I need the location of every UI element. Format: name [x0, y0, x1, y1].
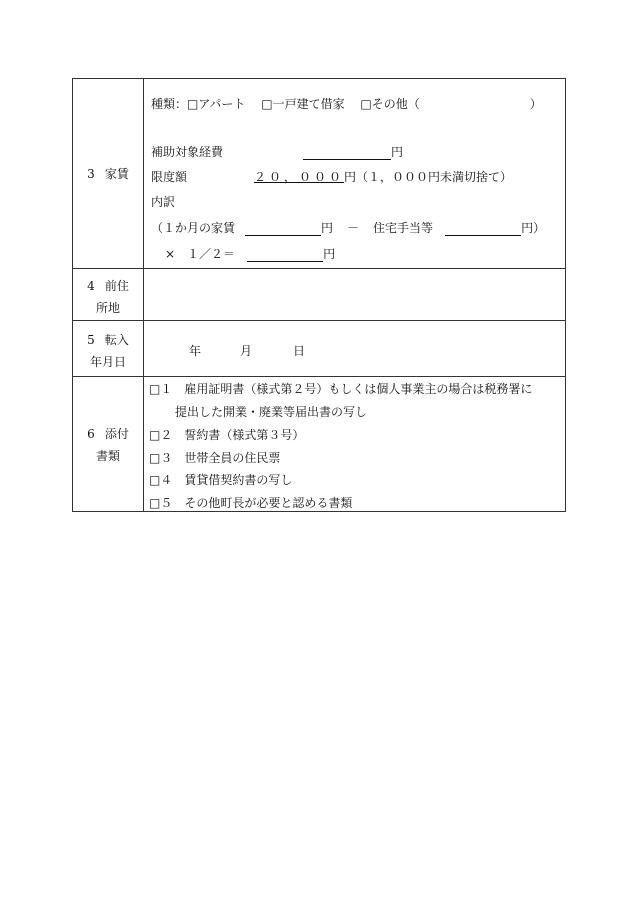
checkbox-other[interactable]: □その他（	[360, 97, 420, 111]
row-move-in-date-label	[73, 329, 143, 373]
monthly-rent-field[interactable]	[245, 222, 321, 236]
row-number: 5	[87, 333, 95, 347]
limit-note: 円（１，０００円未満切捨て）	[344, 170, 513, 184]
row-title: 前住	[104, 279, 129, 293]
row-attachments-label	[73, 423, 143, 467]
row-number: 4	[87, 279, 95, 293]
half-line	[165, 246, 335, 262]
minus-sign: －	[347, 221, 360, 235]
row-number: 6	[87, 427, 95, 441]
row-title: 家賃	[104, 167, 129, 181]
row-title-cont: 書類	[95, 449, 120, 463]
attachment-item-1[interactable]: □１ 雇用証明書（様式第２号）もしくは個人事業主の場合は税務署に	[149, 382, 533, 396]
close-paren: ）	[529, 97, 542, 111]
row-previous-address-label	[73, 275, 143, 319]
attachment-item-1-cont: 提出した開業・廃業等届出書の写し	[175, 405, 368, 419]
yen-unit: 円	[323, 247, 336, 261]
month-label: 月	[240, 344, 253, 358]
limit-label: 限度額	[151, 170, 188, 184]
row-title: 添付	[104, 427, 129, 441]
checkbox-detached-house[interactable]: □一戸建て借家	[261, 97, 345, 111]
row-divider	[73, 376, 565, 377]
row-number: 3	[87, 167, 95, 181]
expense-label: 補助対象経費	[151, 145, 224, 159]
breakdown-label: 内訳	[151, 195, 176, 209]
housing-allowance-label: 住宅手当等	[373, 221, 434, 235]
close-yen: 円）	[521, 221, 546, 235]
row-divider	[73, 320, 565, 321]
previous-address-field[interactable]	[145, 270, 565, 318]
limit-line	[254, 169, 512, 185]
attachment-item-3[interactable]: □３ 世帯全員の住民票	[149, 451, 281, 465]
breakdown-line	[151, 220, 545, 236]
application-form-table	[72, 78, 566, 512]
row-title-cont: 年月日	[89, 355, 126, 369]
expense-input-field[interactable]	[303, 146, 391, 160]
attachment-item-4[interactable]: □４ 賃貸借契約書の写し	[149, 473, 293, 487]
attachment-item-2[interactable]: □２ 誓約書（様式第３号）	[149, 428, 305, 442]
limit-value: ２０，０００	[254, 170, 345, 184]
column-divider	[143, 79, 144, 511]
yen-unit: 円	[391, 145, 404, 159]
attachment-item-5[interactable]: □５ その他町長が必要と認める書類	[149, 496, 353, 510]
checkbox-apartment[interactable]: □アパート	[187, 97, 246, 111]
housing-allowance-field[interactable]	[445, 222, 521, 236]
row-divider	[73, 268, 565, 269]
year-label: 年	[189, 344, 202, 358]
day-label: 日	[293, 344, 306, 358]
monthly-rent-label: （１か月の家賃	[151, 221, 236, 235]
expense-field-line	[303, 144, 403, 160]
times-half: × １／２＝	[165, 247, 236, 261]
row-title-cont: 所地	[95, 301, 120, 315]
row-title: 転入	[104, 333, 129, 347]
half-result-field[interactable]	[247, 248, 323, 262]
row-rent-label	[73, 163, 143, 185]
housing-type-line	[151, 96, 542, 112]
yen-unit: 円	[321, 221, 334, 235]
housing-type-label: 種類：	[151, 97, 188, 111]
